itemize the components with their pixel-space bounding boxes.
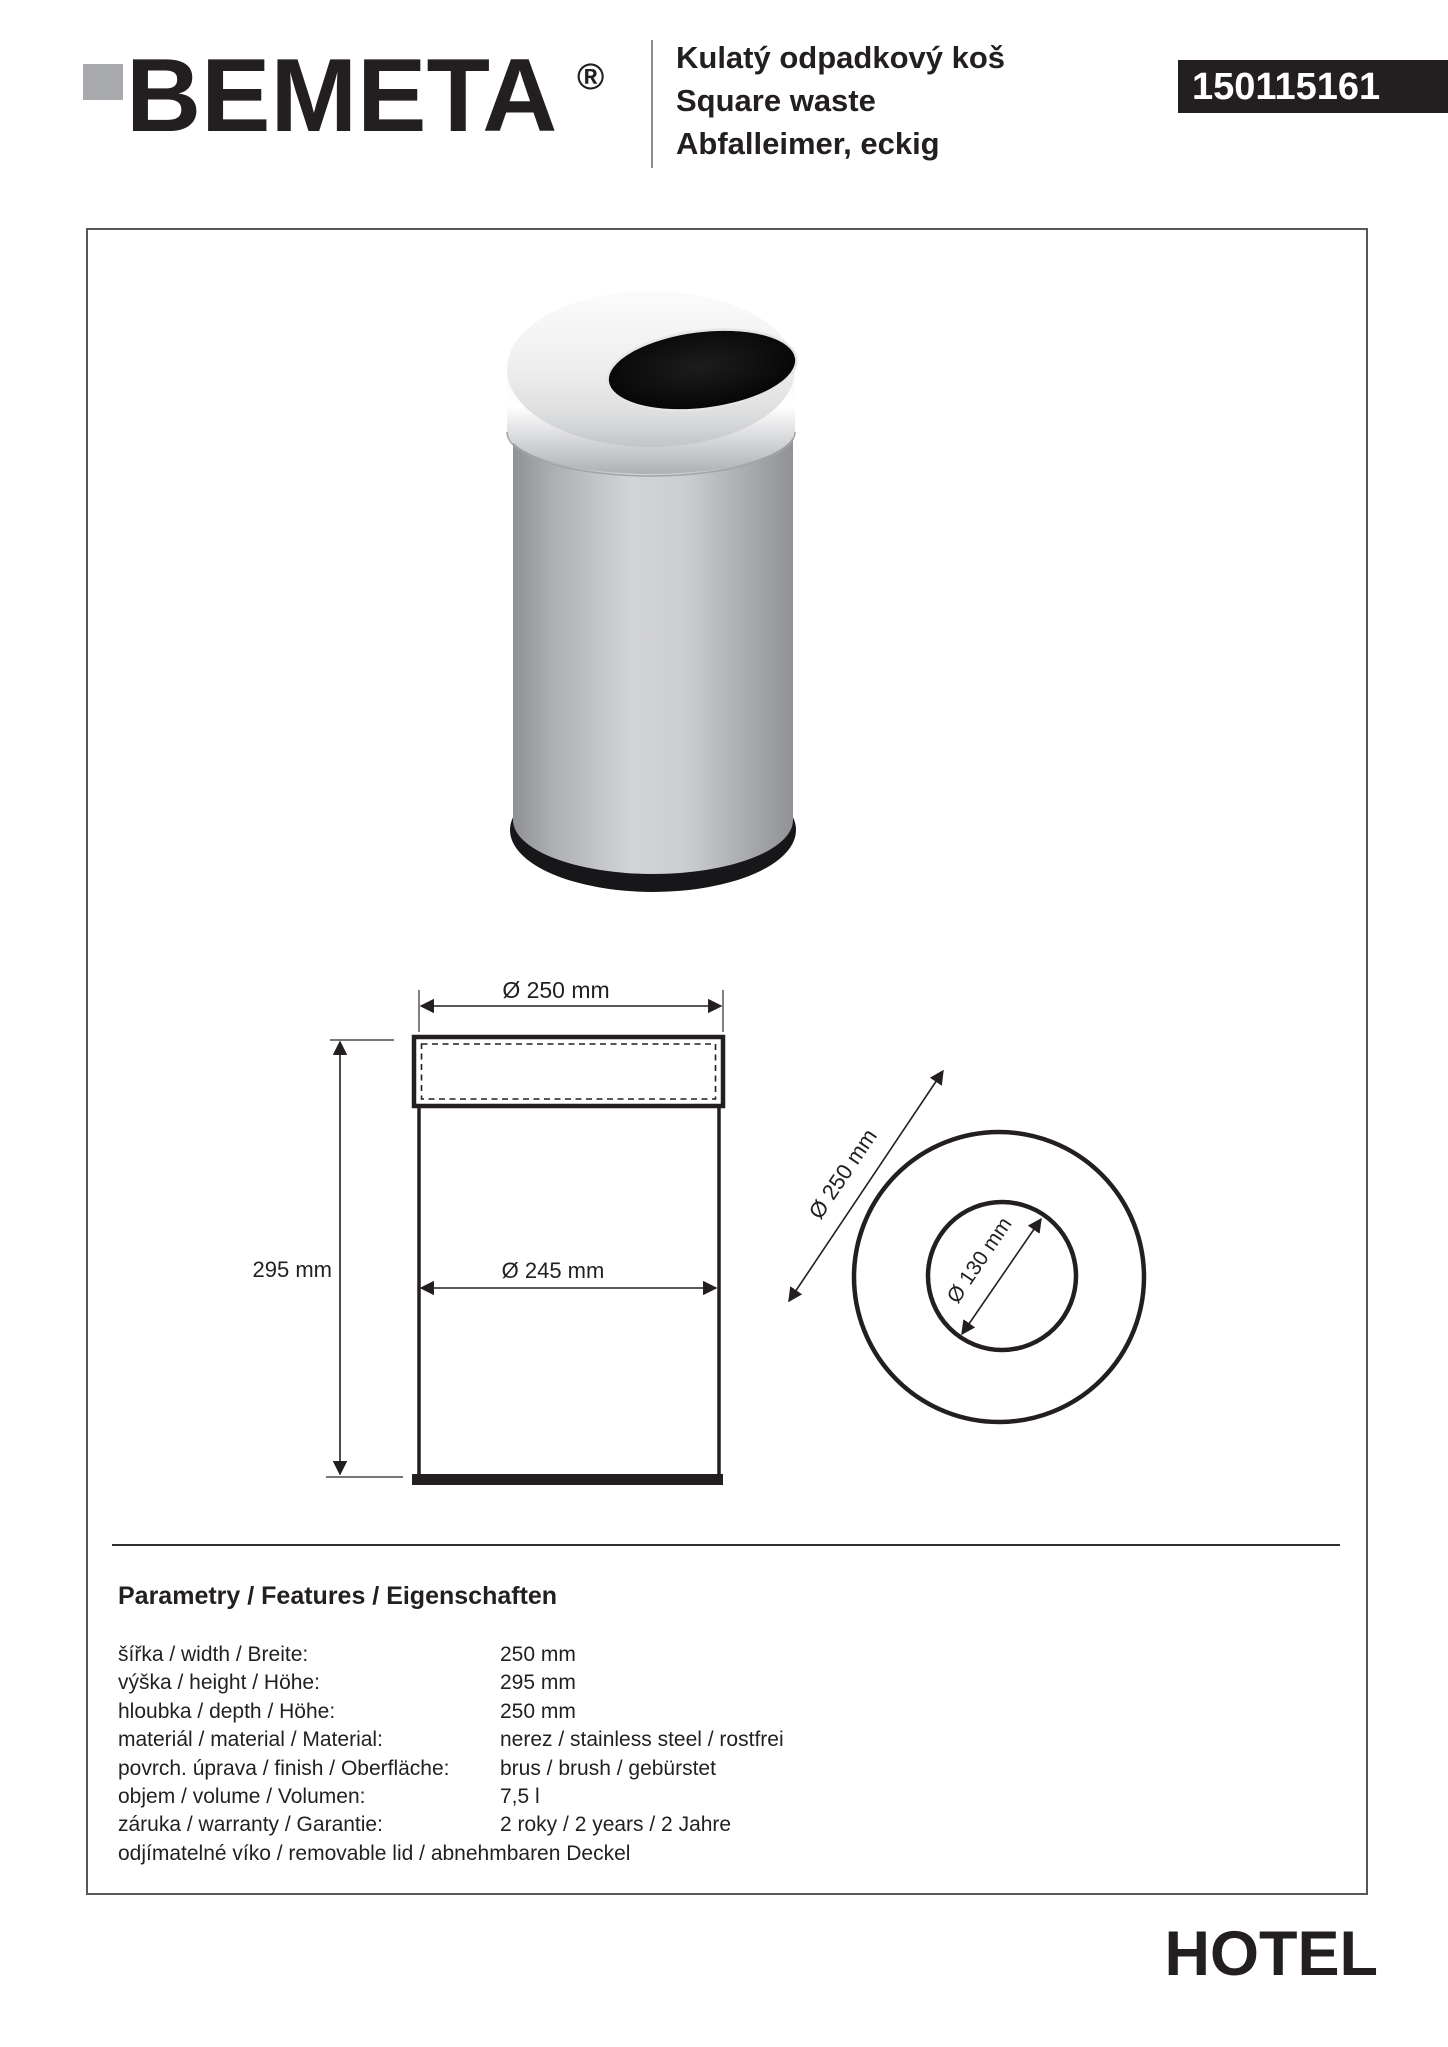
- registered-trademark-icon: ®: [577, 56, 605, 97]
- product-title-en: Square waste: [676, 83, 876, 118]
- param-value: 250 mm: [500, 1643, 576, 1666]
- param-row: [118, 1811, 1318, 1839]
- param-label: záruka / warranty / Garantie:: [118, 1813, 383, 1837]
- product-title-cs: Kulatý odpadkový koš: [676, 40, 1006, 75]
- param-label: šířka / width / Breite:: [118, 1643, 309, 1666]
- param-row: [118, 1669, 1318, 1697]
- param-row: [118, 1726, 1318, 1754]
- logo-square-icon: [83, 64, 123, 100]
- parameters-heading: Parametry / Features / Eigenschaften: [118, 1582, 558, 1610]
- param-row: [118, 1755, 1318, 1783]
- param-row: [118, 1840, 1318, 1868]
- header-divider: [651, 40, 653, 168]
- bin-body: [513, 430, 793, 874]
- param-value: 7,5 l: [500, 1784, 540, 1808]
- body-base-bar: [412, 1474, 723, 1485]
- lid-outline: [414, 1037, 723, 1106]
- dim-inner-diameter: Ø 245 mm: [501, 1258, 605, 1283]
- param-value: 250 mm: [500, 1699, 576, 1723]
- front-view-drawing: [240, 960, 760, 1505]
- param-label: objem / volume / Volumen:: [118, 1784, 366, 1808]
- param-value: 2 roky / 2 years / 2 Jahre: [500, 1813, 732, 1837]
- param-label: odjímatelné víko / removable lid / abnehmbaren Deckel: [118, 1841, 631, 1865]
- outer-circle: [854, 1132, 1144, 1422]
- param-label: hloubka / depth / Höhe:: [118, 1699, 336, 1723]
- param-row: [118, 1641, 1318, 1669]
- top-view-drawing: [770, 1030, 1220, 1510]
- param-label: povrch. úprava / finish / Oberfläche:: [118, 1756, 450, 1780]
- collection-label: HOTEL: [1164, 1919, 1378, 1989]
- product-photo: [480, 270, 816, 920]
- parameters-table: [118, 1641, 1318, 1868]
- param-row: [118, 1783, 1318, 1811]
- product-code-badge: 150115161: [1178, 60, 1448, 113]
- param-row: [118, 1698, 1318, 1726]
- dim-top-diameter: Ø 250 mm: [502, 977, 610, 1003]
- param-value: 295 mm: [500, 1671, 576, 1695]
- dim-outer-diameter: Ø 250 mm: [803, 1124, 882, 1224]
- lid-dashed-outline: [422, 1044, 716, 1099]
- logo-text: BEMETA: [126, 38, 558, 154]
- dim-line-outer-diag: [789, 1071, 943, 1301]
- param-label: výška / height / Höhe:: [118, 1671, 320, 1695]
- dim-height: 295 mm: [252, 1257, 332, 1282]
- product-title-de: Abfalleimer, eckig: [676, 126, 940, 161]
- section-divider: [112, 1544, 1340, 1546]
- param-value: nerez / stainless steel / rostfrei: [500, 1728, 784, 1752]
- product-title-block: [676, 36, 1005, 165]
- dim-inner-diameter: Ø 130 mm: [942, 1213, 1017, 1308]
- param-value: brus / brush / gebürstet: [500, 1756, 716, 1780]
- param-label: materiál / material / Material:: [118, 1728, 383, 1752]
